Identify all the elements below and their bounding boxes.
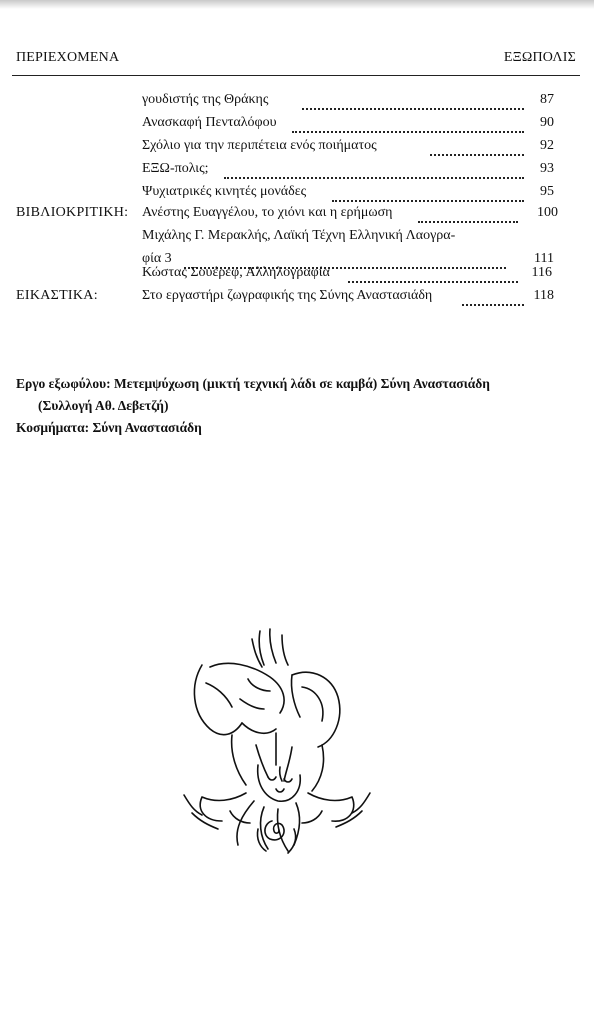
header-rule (12, 75, 580, 76)
toc-entry-title-continuation: φία 3 (142, 251, 172, 266)
toc-leader-dots (224, 161, 524, 179)
toc-leader-dots (292, 115, 524, 133)
collection-credit: (Συλλογή Αθ. Δεβετζή) (38, 398, 169, 413)
ink-sketch-figure-icon (172, 625, 382, 865)
toc-entry (142, 184, 554, 204)
page-edge-shadow (0, 0, 594, 9)
toc-entry-page: 100 (537, 205, 558, 220)
toc-entry-title: ΕΞΩ-πολις; (142, 161, 209, 176)
toc-leader-dots (430, 138, 524, 156)
running-header (16, 50, 576, 70)
toc-entry (142, 205, 560, 225)
toc-entry-page: 118 (533, 288, 554, 303)
toc-entry-title: Στο εργαστήρι ζωγραφικής της Σύνης Αναστασιάδη (142, 288, 433, 303)
toc-leader-dots (348, 265, 518, 283)
toc-entry-page: 111 (534, 251, 554, 266)
toc-entry-title: Κώστας Σουέρεφ, Αλληλογραφία (142, 265, 330, 280)
toc-entry-page: 116 (531, 265, 552, 280)
header-left-title: ΠΕΡΙΕΧΟΜΕΝΑ (16, 50, 120, 65)
toc-entry-title: Ανέστης Ευαγγέλου, το χιόνι και η ερήμωση (142, 205, 393, 220)
toc-entry-title: Ανασκαφή Πενταλόφου (142, 115, 277, 130)
toc-entry-page: 92 (540, 138, 554, 153)
header-right-title: ΕΞΩΠΟΛΙΣ (503, 50, 576, 65)
cover-artwork-credit: Εργο εξωφύλου: Μετεμψύχωση (μικτή τεχνική λάδι σε καμβά) Σύνη Αναστασιάδη (16, 376, 490, 391)
toc-entry-page: 93 (540, 161, 554, 176)
toc-leader-dots (418, 205, 518, 223)
toc-entry-title: Ψυχιατρικές κινητές μονάδες (142, 184, 307, 199)
toc-entry (142, 265, 554, 285)
toc-entry (142, 288, 554, 308)
toc-entry-page: 95 (540, 184, 554, 199)
toc-entry-page: 87 (540, 92, 554, 107)
toc-entry (142, 161, 554, 181)
toc-leader-dots (302, 92, 524, 110)
section-label-visual-arts: ΕΙΚΑΣΤΙΚΑ: (16, 288, 98, 303)
section-label-book-review: ΒΙΒΛΙΟΚΡΙΤΙΚΗ: (16, 205, 129, 220)
toc-entry (142, 138, 554, 158)
toc-entry (142, 115, 554, 135)
toc-entry-title: γουδιστής της Θράκης (142, 92, 269, 107)
toc-entry-page: 90 (540, 115, 554, 130)
toc-entry-title: Σχόλιο για την περιπέτεια ενός ποιήματος (142, 138, 377, 153)
ornaments-credit: Κοσμήματα: Σύνη Αναστασιάδη (16, 420, 202, 435)
toc-leader-dots (462, 288, 524, 306)
toc-leader-dots (332, 184, 524, 202)
toc-entry-title: Μιχάλης Γ. Μερακλής, Λαϊκή Τέχνη Ελληνική Λαογρα- (142, 228, 456, 243)
toc-entry (142, 92, 554, 112)
